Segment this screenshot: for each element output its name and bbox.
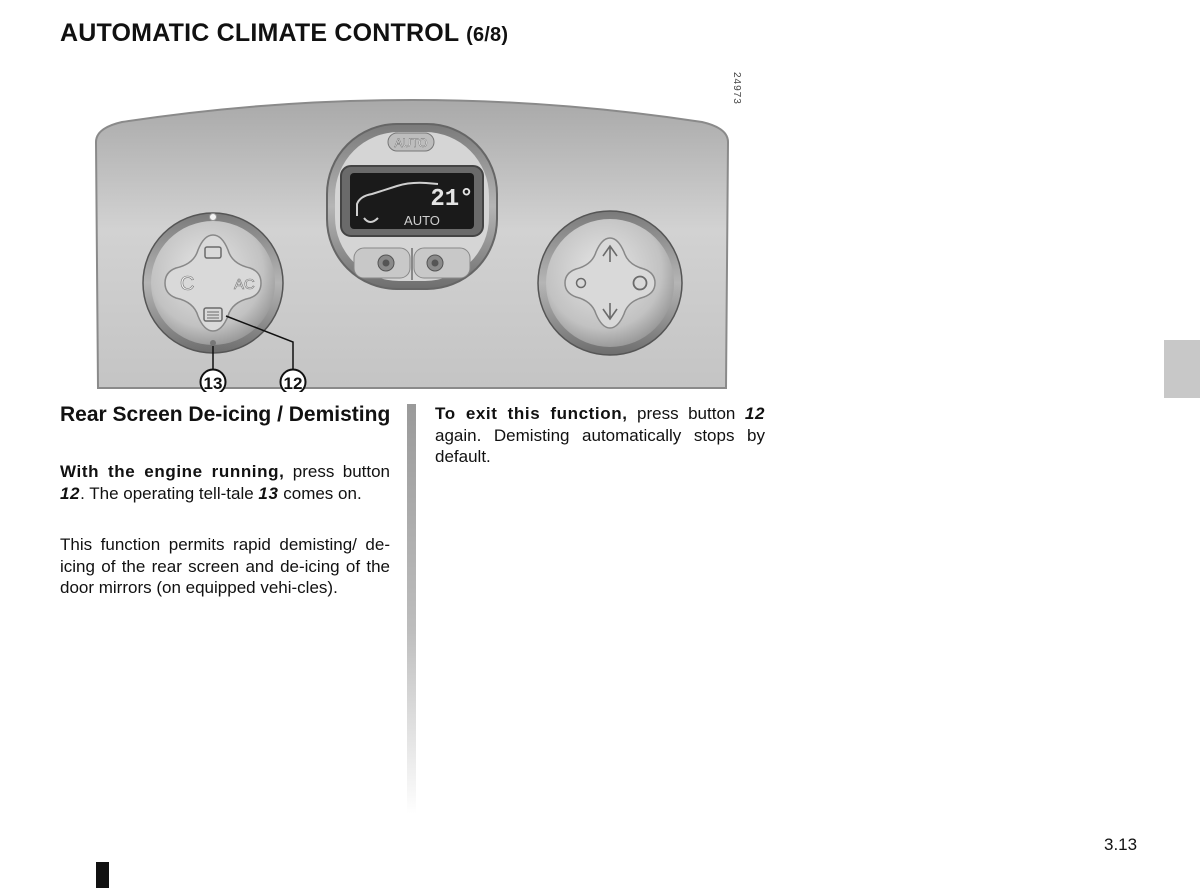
center-display-unit: [327, 124, 497, 289]
callout-13-label: 13: [203, 374, 223, 392]
figure-code: 24973: [731, 72, 742, 105]
right-dial: [538, 211, 682, 355]
left-paragraph-1: [60, 461, 390, 504]
p3-text-a: press button: [627, 404, 745, 423]
exit-function-bold: To exit this function,: [435, 404, 628, 423]
button-ref-12-exit: 12: [744, 404, 765, 423]
column-divider: [407, 404, 416, 814]
left-dial: [143, 213, 283, 353]
recirc-label: C: [180, 273, 195, 295]
telltale-ref-13: 13: [258, 483, 279, 503]
ac-label: AC: [234, 276, 255, 293]
section-heading: Rear Screen De-icing / Demisting: [60, 403, 391, 426]
top-led-indicator: [210, 214, 217, 221]
display-mode: AUTO: [404, 213, 440, 228]
page-title-text: AUTOMATIC CLIMATE CONTROL: [60, 19, 459, 47]
button-ref-12: 12: [60, 483, 81, 503]
right-paragraph-1: [435, 403, 765, 468]
page-title-part: (6/8): [466, 24, 509, 46]
page-number: 3.13: [1104, 835, 1138, 854]
engine-running-bold: With the engine running,: [60, 462, 285, 481]
auto-button-label: AUTO: [394, 136, 428, 150]
corner-mark: [96, 862, 109, 888]
callout-12-label: 12: [283, 374, 303, 392]
tell-tale-13: [210, 340, 216, 346]
display-temp: 21°: [430, 186, 474, 213]
left-paragraph-2: This function permits rapid demisting/ de-icing of the rear screen and de-icing of the door mirrors (on equipped vehi-cles).: [60, 535, 390, 597]
climate-control-figure: [92, 80, 732, 392]
chapter-side-tab: [1164, 340, 1200, 398]
p1-text-a: press button: [284, 462, 390, 481]
p1-text-b: . The operating tell-tale: [80, 483, 259, 503]
p3-text-b: again. Demisting automatically stops by default.: [435, 425, 765, 466]
p1-text-c: comes on.: [278, 483, 362, 503]
page-title: [60, 19, 508, 48]
